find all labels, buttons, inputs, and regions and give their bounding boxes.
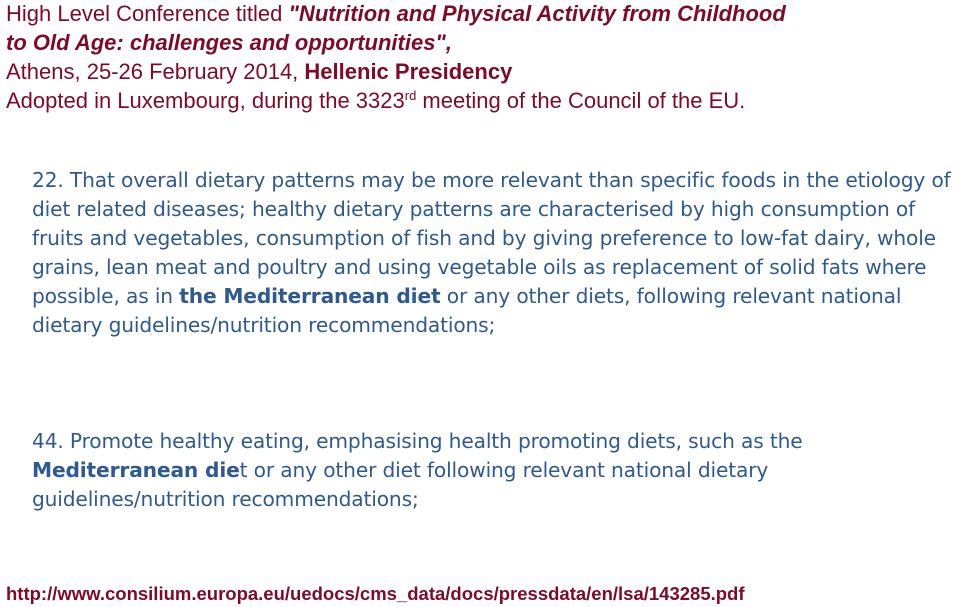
item-emphasis: the Mediterranean diet <box>179 284 441 308</box>
header-line-4 <box>6 86 956 115</box>
presidency-label: Hellenic Presidency <box>304 59 513 84</box>
item-text: That overall dietary patterns may be more relevant than specific foods in the etiology of diet related diseases; healthy dietary patterns are characterised by high consumption of fruits and vegetables, consumption of fish and by giving preference to low-fat dairy, whole grains, lean meat and poultry and using vegetable oils as replacement of solid fats where possible, as in <box>32 168 951 308</box>
conference-title-part-1: "Nutrition and Physical Activity from Childhood <box>288 1 786 26</box>
paragraph-item-44 <box>32 427 957 514</box>
conference-place-date: Athens, 25-26 February 2014, <box>6 59 305 84</box>
item-number: 44. <box>32 429 64 453</box>
item-number: 22. <box>32 168 64 192</box>
item-emphasis: Mediterranean die <box>32 458 240 482</box>
item-text-end: t or any other diet following relevant national dietary guidelines/nutrition recommendations; <box>32 458 769 511</box>
adoption-text-end: meeting of the Council of the EU. <box>416 88 746 113</box>
conference-header <box>6 0 956 115</box>
conference-title-part-2: to Old Age: challenges and opportunities", <box>6 30 452 55</box>
header-line-3 <box>6 57 956 86</box>
header-prefix: High Level Conference titled <box>6 1 289 26</box>
paragraph-item-22 <box>32 166 957 340</box>
header-line-2 <box>6 28 956 57</box>
source-url: http://www.consilium.europa.eu/uedocs/cms_data/docs/pressdata/en/lsa/143285.pdf <box>6 583 745 604</box>
adoption-text: Adopted in Luxembourg, during the 3323 <box>6 88 405 113</box>
item-text-end: or any other diets, following relevant national dietary guidelines/nutrition recommendations; <box>32 284 902 337</box>
header-line-1 <box>6 0 956 28</box>
ordinal-superscript: rd <box>404 88 417 103</box>
item-text: Promote healthy eating, emphasising health promoting diets, such as the <box>63 429 803 453</box>
